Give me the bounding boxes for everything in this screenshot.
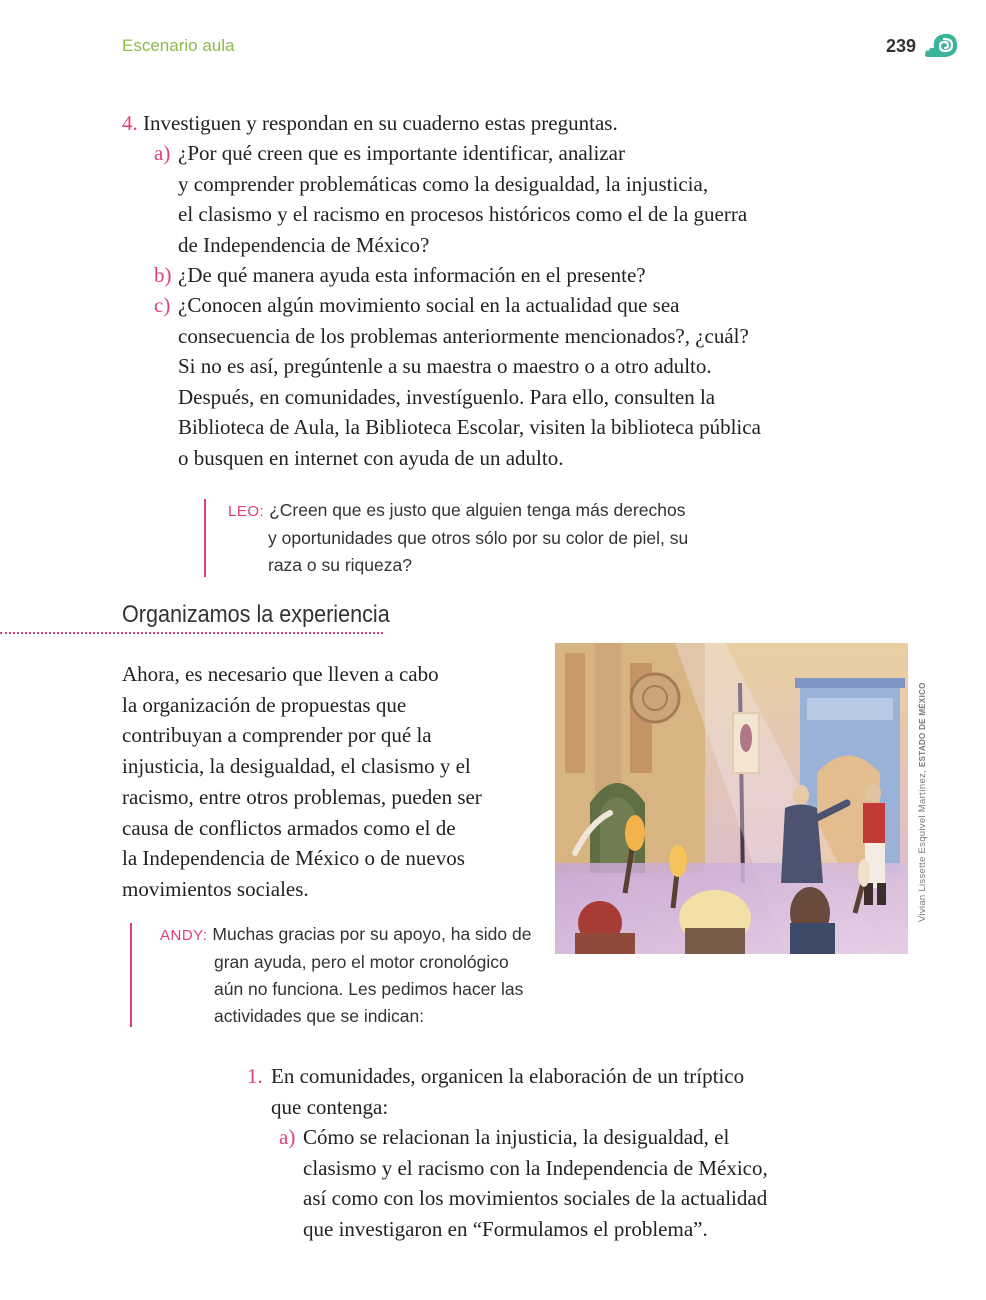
- text-line: ¿Conocen algún movimiento social en la actualidad que sea: [178, 293, 680, 317]
- question-number: 4.: [122, 111, 138, 135]
- text-line: o busquen en internet con ayuda de un adulto.: [178, 445, 564, 470]
- item-letter: a): [279, 1125, 296, 1149]
- text-line: la organización de propuestas que: [122, 692, 407, 717]
- text-line: causa de conflictos armados como el de: [122, 815, 456, 840]
- speech-line: gran ayuda, pero el motor cronológico: [214, 952, 509, 972]
- speaker-label: LEO:: [228, 503, 265, 520]
- text-line: contribuyan a comprender por qué la: [122, 723, 432, 748]
- question-4c: [154, 290, 761, 473]
- text-line: En comunidades, organicen la elaboración de un tríptico: [271, 1064, 745, 1088]
- andy-speech: [130, 921, 560, 1029]
- speech-line: raza o su riqueza?: [268, 555, 412, 575]
- page-number: 239: [886, 36, 917, 56]
- text-line: racismo, entre otros problemas, pueden ser: [122, 784, 482, 809]
- text-line: Después, en comunidades, investíguenlo. Para ello, consulten la: [178, 384, 716, 409]
- speech-line: aún no funciona. Les pedimos hacer las: [214, 979, 524, 999]
- speech-bar: [130, 923, 132, 1027]
- text-line: movimientos sociales.: [122, 876, 309, 901]
- question-4-intro: [122, 108, 618, 139]
- text-line: así como con los movimientos sociales de la actualidad: [303, 1186, 768, 1210]
- question-text: Investiguen y respondan en su cuaderno estas preguntas.: [143, 111, 618, 135]
- section-header: Escenario aula: [122, 36, 235, 55]
- text-line: Cómo se relacionan la injusticia, la desigualdad, el: [303, 1125, 730, 1149]
- speech-line: y oportunidades que otros sólo por su color de piel, su: [268, 528, 689, 548]
- activity-1a: [279, 1122, 768, 1244]
- text-line: el clasismo y el racismo en procesos históricos como el de la guerra: [178, 202, 748, 226]
- text-line: y comprender problemáticas como la desigualdad, la injusticia,: [178, 171, 709, 196]
- text-line: consecuencia de los problemas anteriormente mencionados?, ¿cuál?: [178, 323, 749, 348]
- text-line: que investigaron en “Formulamos el problema”.: [303, 1216, 708, 1241]
- question-4b: [154, 260, 646, 291]
- item-letter: b): [154, 263, 172, 287]
- text-line: injusticia, la desigualdad, el clasismo y el: [122, 754, 471, 779]
- text-line: ¿De qué manera ayuda esta información en el presente?: [178, 263, 646, 287]
- question-4: [122, 108, 618, 139]
- credit-author: Vivian Lissette Esquivel Martínez,: [917, 769, 928, 922]
- speech-line: Muchas gracias por su apoyo, ha sido de: [212, 924, 532, 944]
- speech-bar: [204, 499, 206, 577]
- snail-logo-icon: [922, 30, 960, 62]
- leo-speech: [204, 497, 764, 581]
- text-line: de Independencia de México?: [178, 232, 430, 257]
- activity-1: [247, 1061, 744, 1122]
- illustration-credit: [917, 682, 928, 922]
- speech-line: ¿Creen que es justo que alguien tenga más derechos: [269, 500, 686, 520]
- text-line: clasismo y el racismo con la Independencia de México,: [303, 1155, 768, 1180]
- credit-org: ESTADO DE MÉXICO: [918, 682, 927, 767]
- question-4a: [154, 138, 747, 260]
- item-letter: a): [154, 141, 171, 165]
- independence-illustration: [555, 643, 908, 954]
- speech-line: actividades que se indican:: [214, 1006, 425, 1026]
- text-line: Ahora, es necesario que lleven a cabo: [122, 662, 439, 686]
- illustration-art: [555, 643, 908, 954]
- section-divider: [0, 632, 383, 634]
- intro-paragraph: [122, 659, 482, 905]
- text-line: ¿Por qué creen que es importante identificar, analizar: [178, 141, 625, 165]
- speaker-label: ANDY:: [160, 927, 208, 944]
- text-line: Biblioteca de Aula, la Biblioteca Escolar, visiten la biblioteca pública: [178, 415, 761, 439]
- item-letter: c): [154, 293, 171, 317]
- text-line: la Independencia de México o de nuevos: [122, 846, 465, 871]
- activity-number: 1.: [247, 1064, 263, 1088]
- text-line: Si no es así, pregúntenle a su maestra o maestro o a otro adulto.: [178, 354, 712, 378]
- text-line: que contenga:: [271, 1094, 389, 1119]
- section-title: Organizamos la experiencia: [122, 601, 390, 628]
